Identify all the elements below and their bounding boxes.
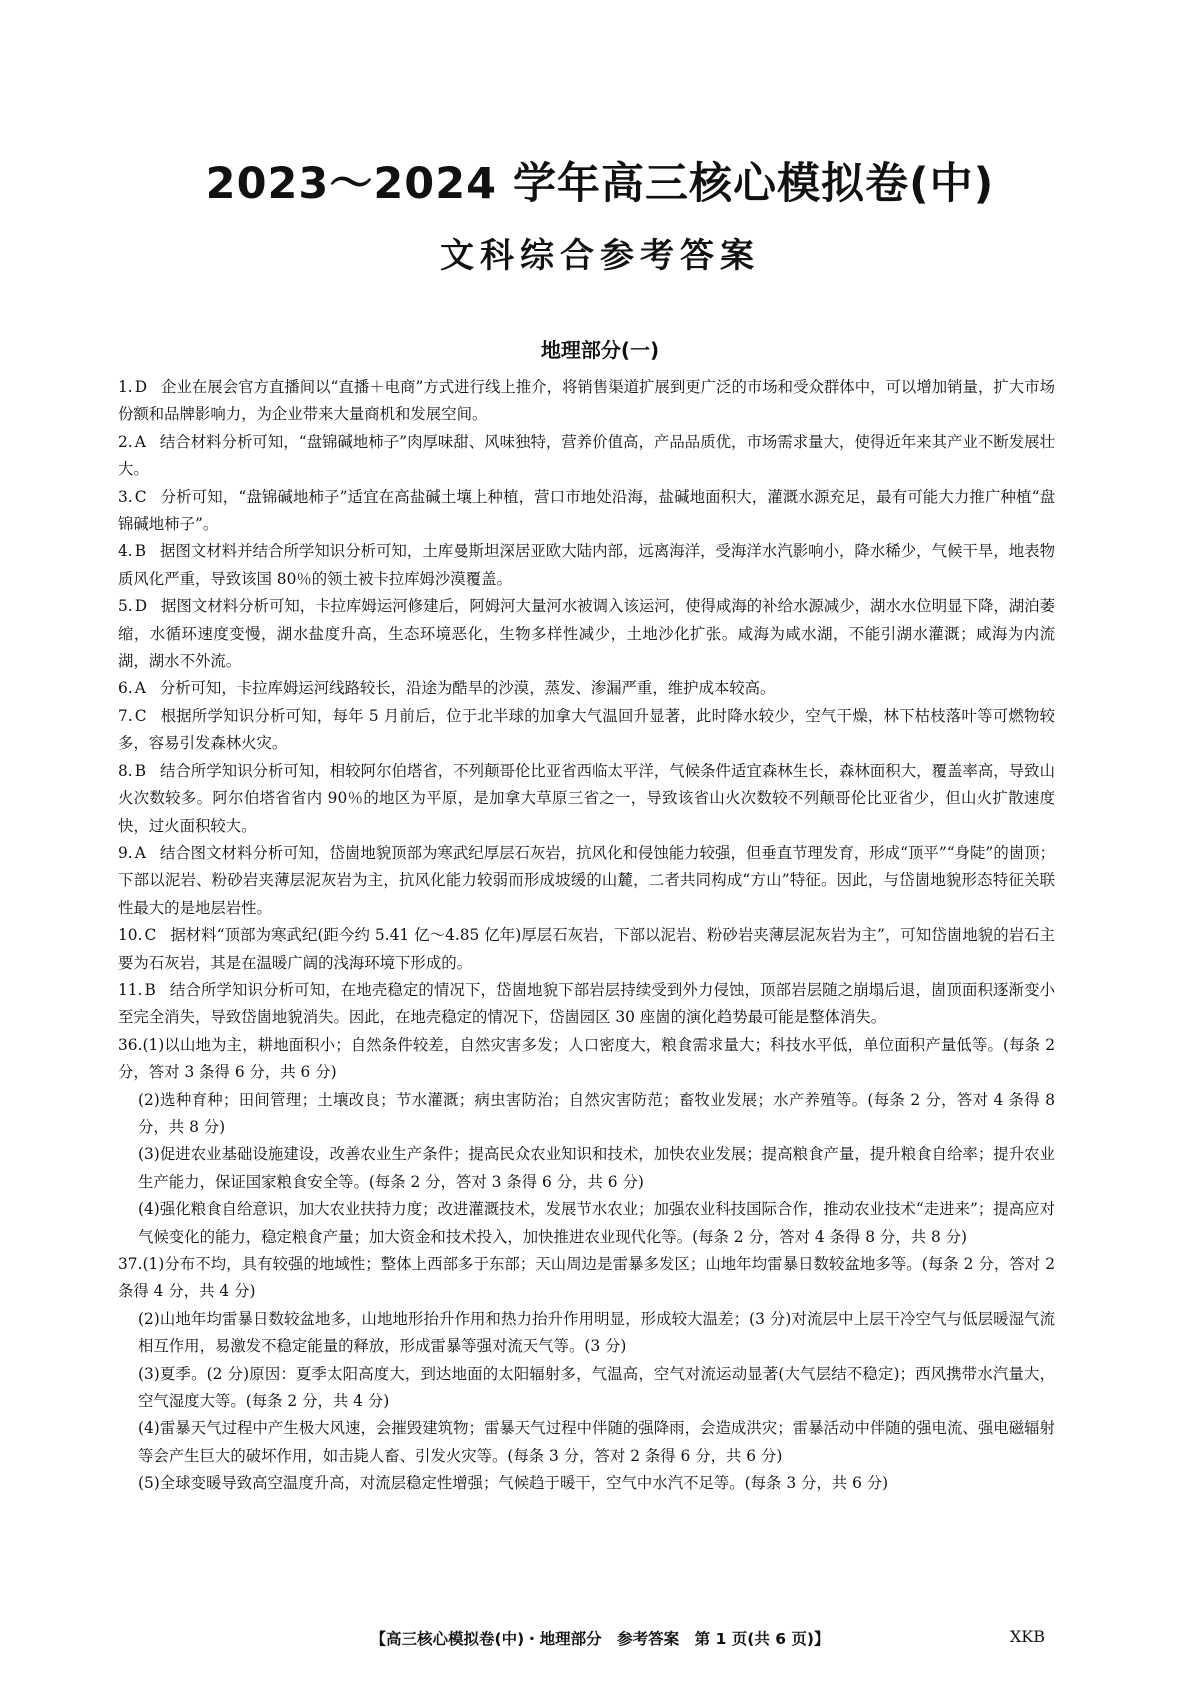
answer-item-8 xyxy=(118,758,1055,840)
page-title: 2023～2024 学年高三核心模拟卷(中) xyxy=(205,159,995,209)
answer-number: 10. xyxy=(118,926,143,945)
answer-key: B xyxy=(134,542,146,561)
answer-explanation: 结合所学知识分析可知，在地壳稳定的情况下，岱崮地貌下部岩层持续受到外力侵蚀，顶部岩层随之崩塌后退，崮顶面积逐渐变小至完全消失，导致岱崮地貌消失。因此，在地壳稳定的情况下，岱崮园区 30 座崮的演化趋势最可能是整体消失。 xyxy=(118,980,1055,1027)
answer-number: 8. xyxy=(118,761,133,780)
answer-item-4 xyxy=(118,538,1055,593)
answer-item-2 xyxy=(118,429,1055,484)
answer-part: (3)夏季。(2 分)原因：夏季太阳高度大，到达地面的太阳辐射多，气温高，空气对流运动显著(大气层结不稳定)；西风携带水汽量大，空气湿度大等。(每条 2 分，共 4 分) xyxy=(138,1364,1055,1411)
answer-number: 37. xyxy=(118,1255,143,1273)
answer-explanation: 分析可知，卡拉库姆运河线路较长，沿途为酷旱的沙漠，蒸发、渗漏严重，维护成本较高。 xyxy=(159,679,776,698)
answer-explanation: 结合图文材料分析可知，岱崮地貌顶部为寒武纪厚层石灰岩，抗风化和侵蚀能力较强，但垂直节理发育，形成“顶平”“身陡”的崮顶；下部以泥岩、粉砂岩夹薄层泥灰岩为主，抗风化能力较弱而形成坡缓的山麓，二者共同构成“方山”特征。因此，与岱崮地貌形态特征关联性最大的是地层岩性。 xyxy=(118,843,1055,917)
answer-number: 1. xyxy=(118,378,133,396)
answer-item-6 xyxy=(118,675,1055,702)
answer-item-10 xyxy=(118,922,1055,977)
answer-item-9 xyxy=(118,840,1055,922)
answer-list xyxy=(118,374,1055,1498)
answer-explanation: 企业在展会官方直播间以“直播＋电商”方式进行线上推介，将销售渠道扩展到更广泛的市场和受众群体中，可以增加销量，扩大市场份额和品牌影响力，为企业带来大量商机和发展空间。 xyxy=(118,378,1055,424)
answer-part: (2)山地年均雷暴日数较盆地多，山地地形抬升作用和热力抬升作用明显，形成较大温差；(3 分)对流层中上层干冷空气与低层暖湿气流相互作用，易激发不稳定能量的释放，形成雷暴等强对流天气等。(3 分) xyxy=(138,1309,1055,1356)
answer-number: 6. xyxy=(118,679,133,698)
answer-number: 4. xyxy=(118,542,133,561)
answer-key: D xyxy=(134,378,148,396)
answer-part: (3)促进农业基础设施建设，改善农业生产条件；提高民众农业知识和技术，加快农业发展；提高粮食产量，提升粮食自给率；提升农业生产能力，保证国家粮食安全等。(每条 2 分，答对 3 条得 6 分，共 6 分) xyxy=(138,1145,1055,1191)
answer-part: (2)选种育种；田间管理；土壤改良；节水灌溉；病虫害防治；自然灾害防范；畜牧业发展；水产养殖等。(每条 2 分，答对 4 条得 8 分，共 8 分) xyxy=(138,1090,1055,1136)
footer-caption: 【高三核心模拟卷(中)・地理部分 参考答案 第 1 页(共 6 页)】 xyxy=(370,1630,830,1648)
answer-part-text: (1)分布不均，具有较强的地域性；整体上西部多于东部；天山周边是雷暴多发区；山地年均雷暴日数较盆地多等。(每条 2 分，答对 2 条得 4 分，共 4 分) xyxy=(118,1255,1055,1301)
answer-key: C xyxy=(134,706,147,725)
answer-number: 9. xyxy=(118,843,133,862)
answer-item-7 xyxy=(118,703,1055,758)
answer-part: (4)强化粮食自给意识，加大农业扶持力度；改进灌溉技术，发展节水农业；加强农业科技国际合作，推动农业技术“走进来”；提高应对气候变化的能力，稳定粮食产量；加大资金和技术投入，加快推进农业现代化等。(每条 2 分，答对 4 条得 8 分，共 8 分) xyxy=(138,1200,1055,1246)
page-footer xyxy=(0,1627,1200,1657)
answer-explanation: 据材料“顶部为寒武纪(距今约 5.41 亿～4.85 亿年)厚层石灰岩，下部以泥岩、粉砂岩夹薄层泥灰岩为主”，可知岱崮地貌的岩石主要为石灰岩，其是在温暖广阔的浅海环境下形成的。 xyxy=(118,926,1055,972)
answer-number: 11. xyxy=(118,980,143,999)
answer-key: A xyxy=(134,679,146,698)
answer-number: 7. xyxy=(118,706,133,725)
answer-key: D xyxy=(134,597,148,616)
answer-key: A xyxy=(134,843,146,862)
answer-part xyxy=(118,1251,1055,1306)
answer-item-5 xyxy=(118,593,1055,675)
answer-key: B xyxy=(144,980,156,999)
answer-number: 3. xyxy=(118,487,133,506)
answer-key: C xyxy=(144,926,157,945)
page-subtitle: 文科综合参考答案 xyxy=(440,236,760,276)
answer-number: 36. xyxy=(118,1035,143,1054)
answer-explanation: 分析可知，“盘锦碱地柿子”适宜在高盐碱土壤上种植，营口市地处沿海，盐碱地面积大，灌溉水源充足，最有可能大力推广种植“盘锦碱地柿子”。 xyxy=(118,487,1055,534)
answer-part xyxy=(118,1032,1055,1087)
answer-key: B xyxy=(134,761,146,780)
answer-explanation: 根据所学知识分析可知，每年 5 月前后，位于北半球的加拿大气温回升显著，此时降水较少，空气干燥，林下枯枝落叶等可燃物较多，容易引发森林火灾。 xyxy=(118,706,1055,753)
answer-item-36 xyxy=(118,1032,1055,1251)
answer-part: (4)雷暴天气过程中产生极大风速，会摧毁建筑物；雷暴天气过程中伴随的强降雨，会造成洪灾；雷暴活动中伴随的强电流、强电磁辐射等会产生巨大的破坏作用，如击毙人畜、引发火灾等。(每条 3 分，答对 2 条得 6 分，共 6 分) xyxy=(138,1419,1055,1465)
answer-part: (5)全球变暖导致高空温度升高，对流层稳定性增强；气候趋于暖干，空气中水汽不足等。(每条 3 分，共 6 分) xyxy=(138,1474,889,1493)
answer-explanation: 据图文材料并结合所学知识分析可知，土库曼斯坦深居亚欧大陆内部，远离海洋，受海洋水汽影响小，降水稀少，气候干旱，地表物质风化严重，导致该国 80％的领土被卡拉库姆沙漠覆盖。 xyxy=(118,542,1055,588)
answer-item-11 xyxy=(118,977,1055,1032)
section-title: 地理部分(一) xyxy=(540,338,660,362)
answer-number: 2. xyxy=(118,432,133,451)
answer-key: C xyxy=(134,487,147,506)
answer-explanation: 据图文材料分析可知，卡拉库姆运河修建后，阿姆河大量河水被调入该运河，使得咸海的补给水源减少，湖水水位明显下降，湖泊萎缩，水循环速度变慢，湖水盐度升高，生态环境恶化，生物多样性减少，土地沙化扩张。咸海为咸水湖，不能引湖水灌溉；咸海为内流湖，湖水不外流。 xyxy=(118,597,1055,671)
answer-key: A xyxy=(134,432,146,451)
answer-item-37 xyxy=(118,1251,1055,1498)
footer-code: XKB xyxy=(1009,1627,1045,1646)
answer-number: 5. xyxy=(118,597,133,616)
answer-item-3 xyxy=(118,484,1055,539)
answer-item-1 xyxy=(118,374,1055,429)
answer-explanation: 结合所学知识分析可知，相较阿尔伯塔省，不列颠哥伦比亚省西临太平洋，气候条件适宜森林生长，森林面积大，覆盖率高，导致山火次数较多。阿尔伯塔省省内 90％的地区为平原，是加拿大草原三省之一，导致该省山火次数较不列颠哥伦比亚省少，但山火扩散速度快，过火面积较大。 xyxy=(118,761,1055,835)
answer-explanation: 结合材料分析可知，“盘锦碱地柿子”肉厚味甜、风味独特，营养价值高，产品品质优，市场需求量大，使得近年来其产业不断发展壮大。 xyxy=(118,432,1055,479)
answer-part-text: (1)以山地为主，耕地面积小；自然条件较差，自然灾害多发；人口密度大，粮食需求量大；科技水平低，单位面积产量低等。(每条 2 分，答对 3 条得 6 分，共 6 分) xyxy=(118,1035,1055,1082)
